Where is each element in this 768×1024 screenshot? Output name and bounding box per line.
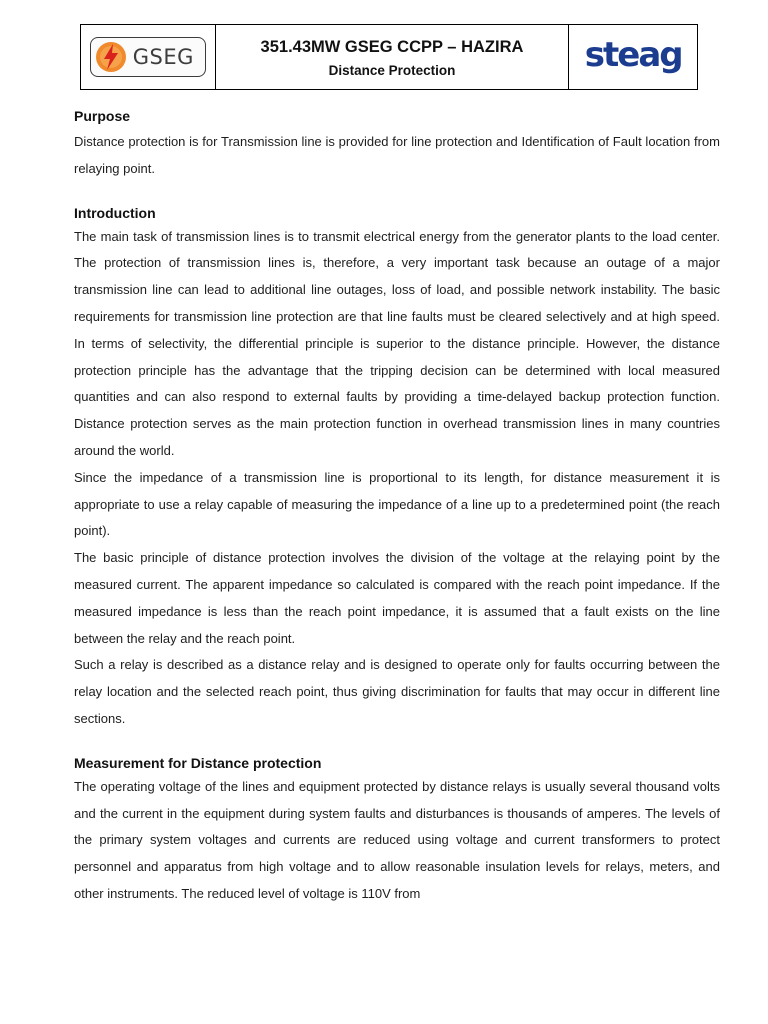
paragraph-intro-2: Since the impedance of a transmission line is proportional to its length, for distance measurement it is appropriate to use a relay capable of measuring the impedance of a line up to a predetermined point (the reach point). [74, 469, 720, 539]
header-logo-cell-left [81, 25, 216, 89]
paragraph-purpose: Distance protection is for Transmission line is provided for line protection and Identification of Fault location from relaying point. [74, 134, 720, 176]
header-title-cell [216, 25, 570, 89]
paragraph-intro-3: The basic principle of distance protection involves the division of the voltage at the relaying point by the measured current. The apparent impedance so calculated is compared with the reach point impedance. If the measured impedance is less than the reach point impedance, it is assumed that a fault exists on the line between the relay and the reach point. [74, 550, 720, 646]
gseg-emblem-icon [95, 41, 127, 73]
heading-purpose: Purpose [74, 108, 131, 124]
paragraph-intro-1: The main task of transmission lines is to transmit electrical energy from the generator plants to the load center. The protection of transmission lines is, therefore, a very important task because an outage of a major transmission line can lead to additional line outages, loss of load, and possible network instability. The basic requirements for transmission line protection are that line faults must be cleared selectively and at high speed. In terms of selectivity, the differential principle is superior to the distance principle. However, the distance protection principle has the advantage that the tripping decision can be determined with local measured quantities and can also respond to external faults by providing a time-delayed backup protection function. Distance protection serves as the main protection function in overhead transmission lines in many countries around the world. [74, 228, 720, 458]
document-body [74, 108, 720, 908]
paragraph-intro-4: Such a relay is described as a distance relay and is designed to operate only for faults occurring between the relay location and the selected reach point, thus giving discrimination for faults that may occur in different line sections. [74, 657, 720, 726]
document-header [80, 24, 698, 90]
header-logo-cell-right [569, 25, 697, 89]
paragraph-measurement-1: The operating voltage of the lines and equipment protected by distance relays is usually several thousand volts and the current in the equipment during system faults and disturbances is thousands of amperes. The levels of the primary system voltages and currents are reduced using voltage and current transformers to protect personnel and apparatus from high voltage and to allow reasonable insulation levels for relays, meters, and other instruments. The reduced level of voltage is 110V from [74, 778, 720, 901]
document-title: 351.43MW GSEG CCPP – HAZIRA [260, 38, 524, 56]
gseg-logo [90, 37, 206, 77]
heading-measurement: Measurement for Distance protection [74, 754, 322, 771]
steag-logo: steag [584, 35, 682, 75]
gseg-logo-text: GSEG [132, 45, 194, 69]
document-subtitle: Distance Protection [328, 63, 456, 78]
heading-introduction: Introduction [74, 204, 156, 221]
